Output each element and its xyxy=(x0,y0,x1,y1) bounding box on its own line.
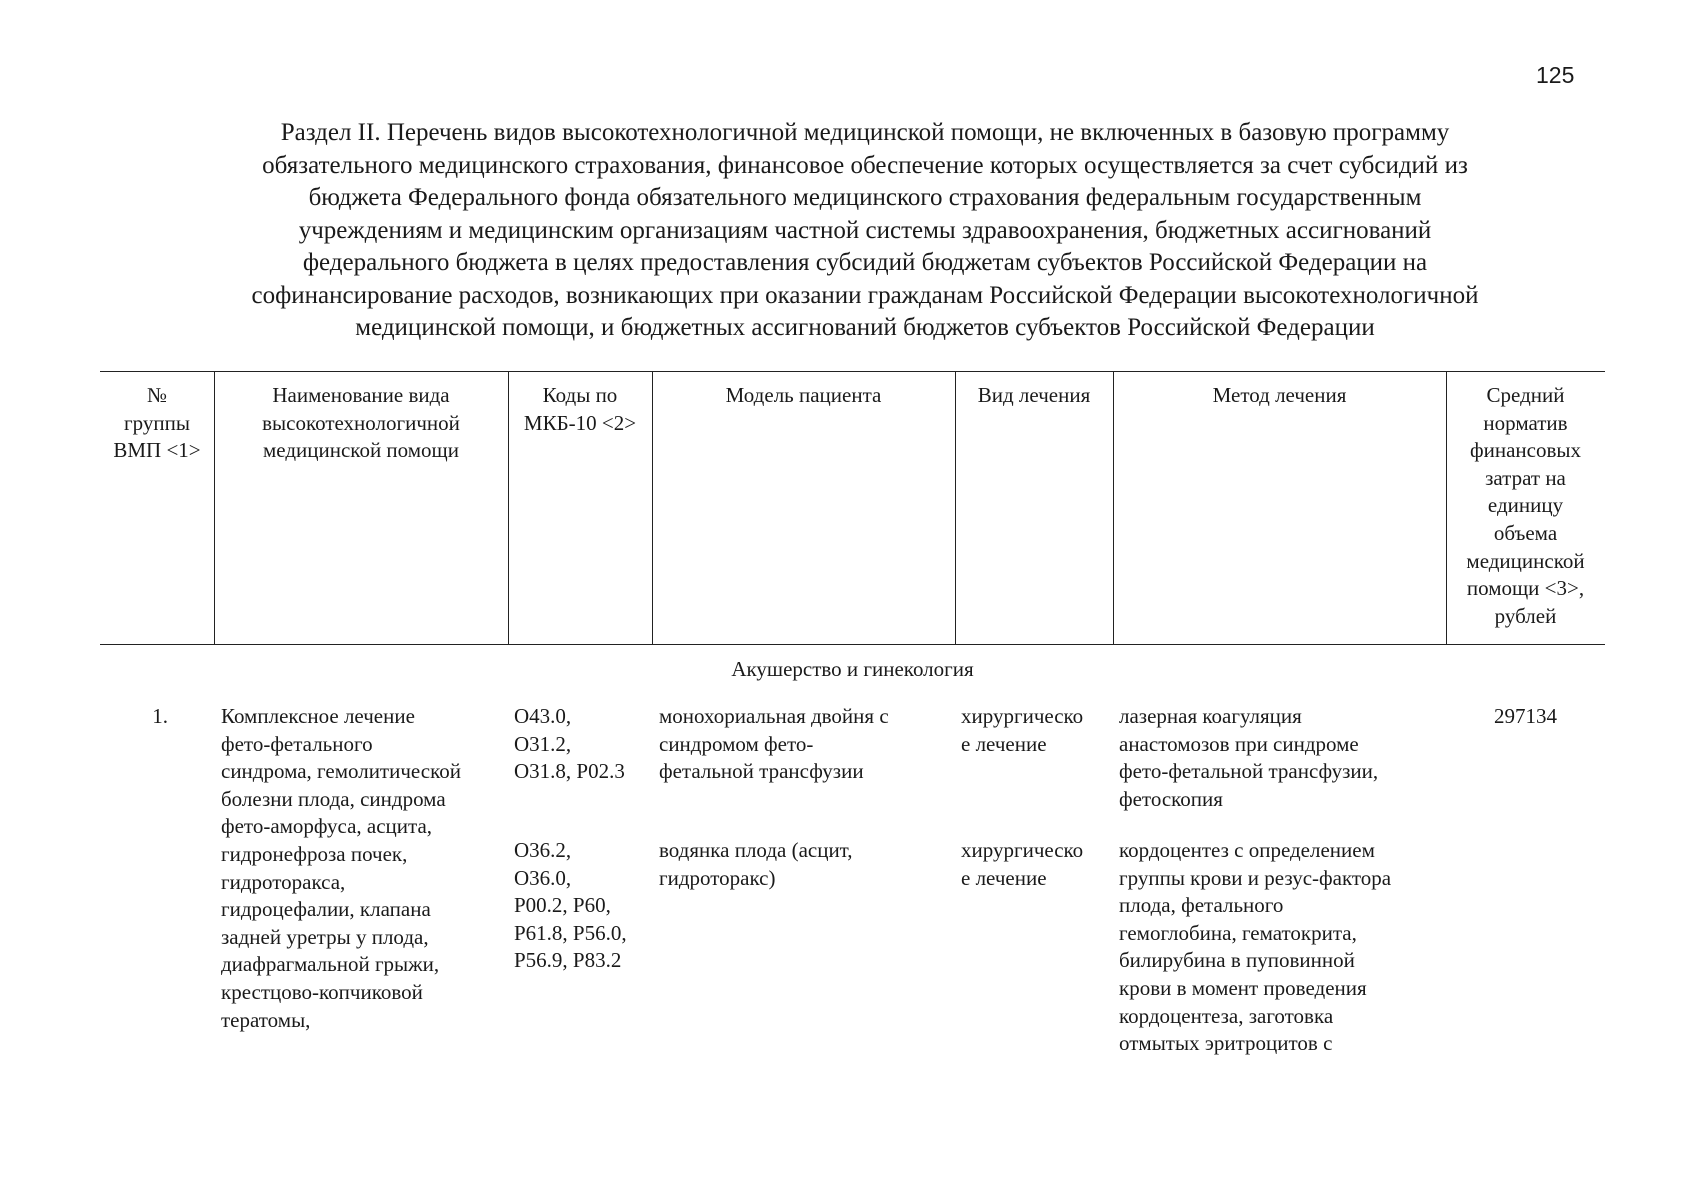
subrow-patient-model: водянка плода (асцит, гидроторакс) xyxy=(659,838,853,890)
subrow-patient-model: монохориальная двойня с синдромом фето- фетальной трансфузии xyxy=(659,704,889,784)
title-line: учреждениям и медицинским организациям частной системы здравоохранения, бюджетных ассигнований xyxy=(298,216,1432,244)
header-patient-model: Модель пациента xyxy=(725,383,882,407)
row-number: 1. xyxy=(152,704,168,728)
column-divider xyxy=(652,371,653,645)
title-line: медицинской помощи, и бюджетных ассигнований бюджетов субъектов Российской Федерации xyxy=(355,314,1375,341)
subrow-treatment-type: хирургическо е лечение xyxy=(961,704,1084,756)
header-treatment-type: Вид лечения xyxy=(977,383,1091,407)
column-divider xyxy=(1113,371,1114,645)
header-group-no: № группы ВМП <1> xyxy=(113,383,201,463)
header-icd-codes: Коды по МКБ-10 <2> xyxy=(523,383,637,435)
row-cost: 297134 xyxy=(1494,704,1557,728)
section-heading: Акушерство и гинекология xyxy=(731,657,974,681)
table-header-bottom-rule xyxy=(100,644,1605,645)
subrow-codes: O43.0, O31.2, O31.8, P02.3 xyxy=(514,704,625,784)
row-care-type: Комплексное лечение фето-фетального синдрома, гемолитической болезни плода, синдрома фето-аморфуса, асцита, гидронефроза почек, гидроторакса, гидроцефалии, клапана задней уретры у плода, диафрагмальной грыжи, крестцово-копчиковой тератомы, xyxy=(221,704,461,1032)
header-care-type: Наименование вида высокотехнологичной медицинской помощи xyxy=(262,383,460,463)
title-line: бюджета Федерального фонда обязательного медицинского страхования федеральным государственным xyxy=(308,184,1422,211)
title-line: Раздел II. Перечень видов высокотехнологичной медицинской помощи, не включенных в базовую программу xyxy=(280,119,1450,146)
column-divider xyxy=(955,371,956,645)
page-number: 125 xyxy=(1536,62,1575,88)
title-line: обязательного медицинского страхования, финансовое обеспечение которых осуществляется за счет субсидий из xyxy=(262,151,1468,179)
title-line: федерального бюджета в целях предоставления субсидий бюджетам субъектов Российской Федерации на xyxy=(302,249,1428,276)
subrow-codes: O36.2, O36.0, P00.2, P60, P61.8, P56.0, P56.9, P83.2 xyxy=(514,838,627,973)
table-top-rule xyxy=(100,371,1605,372)
title-line: софинансирование расходов, возникающих при оказании гражданам Российской Федерации высокотехнологичной xyxy=(251,281,1479,309)
subrow-method: кордоцентез с определением группы крови и резус-фактора плода, фетального гемоглобина, гематокрита, билирубина в пуповинной крови в момент проведения кордоцентеза, заготовка отмытых эритроцитов с xyxy=(1119,838,1392,1056)
section-title xyxy=(150,117,1580,345)
header-treatment-method: Метод лечения xyxy=(1212,383,1347,407)
header-avg-cost: Средний норматив финансовых затрат на единицу объема медицинской помощи <3>, рублей xyxy=(1466,383,1585,628)
subrow-method: лазерная коагуляция анастомозов при синдроме фето-фетальной трансфузии, фетоскопия xyxy=(1119,704,1379,811)
subrow-treatment-type: хирургическо е лечение xyxy=(961,838,1084,890)
